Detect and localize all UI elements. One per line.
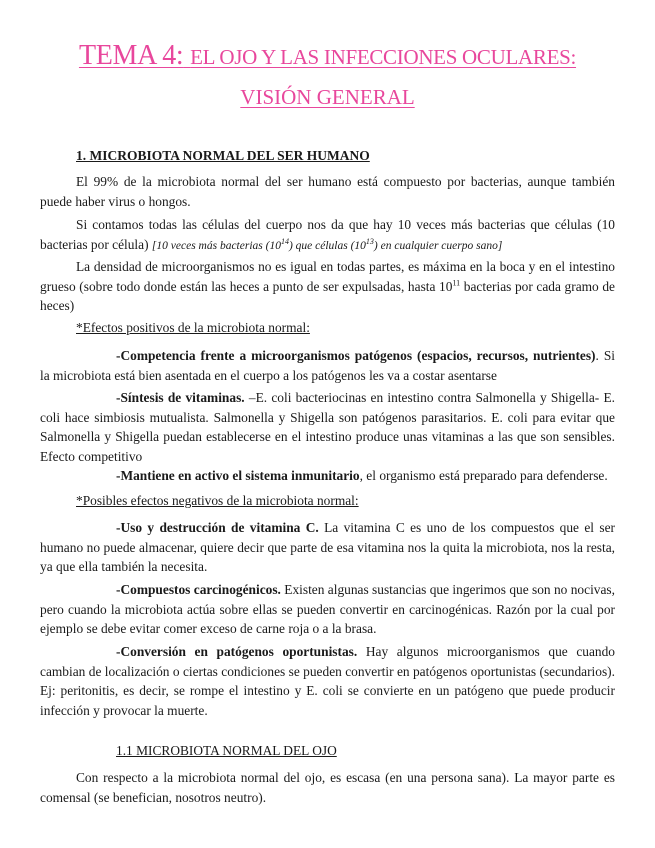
positive-effect-immune: -Mantiene en activo el sistema inmunitario, el organismo está preparado para defenderse. — [116, 468, 608, 483]
section-heading-microbiota: 1. MICROBIOTA NORMAL DEL SER HUMANO — [76, 148, 370, 163]
title-topic-name: EL OJO Y LAS INFECCIONES OCULARES: — [190, 45, 577, 69]
title-topic-number: TEMA 4: — [78, 40, 184, 71]
positive-effect-vitamins: -Síntesis de vitaminas. –E. coli bacteriocinas en intestino contra Salmonella y Shigella- E. coli hace simbiosis mutualista. Salmonella y Shigella son patógenos parasitarios. E. coli para evitar que Salmonella y Shigella puedan establecerse en el intestino produce unas vitaminas a las que son sensibles. Efecto competitivo — [40, 390, 615, 464]
document-title-line1 — [0, 40, 655, 72]
negative-effect-vitamin-c: -Uso y destrucción de vitamina C. La vitamina C es uno de los compuestos que el ser humano no puede almacenar, quiere decir que parte de esa vitamina nos la quita la microbiota, nos la resta, ya que ella también la necesita. — [40, 520, 615, 574]
section-heading-eye-microbiota: 1.1 MICROBIOTA NORMAL DEL OJO — [116, 743, 337, 758]
positive-effect-competition: -Competencia frente a microorganismos patógenos (espacios, recursos, nutrientes). Si la microbiota está bien asentada en el cuerpo a los patógenos les va a costar asentarse — [40, 348, 615, 383]
positive-effects-heading: *Efectos positivos de la microbiota normal: — [76, 320, 310, 335]
cell-count-note: [10 veces más bacterias $(10^{14})$ que células $(10^{13})$ en cualquier cuerpo sano] — [151, 236, 503, 252]
negative-effect-opportunistic: -Conversión en patógenos oportunistas. Hay algunos microorganismos que cuando cambian de localización o ciertas condiciones se pueden convertir en patógenos oportunistas (secundarios). Ej: peritonitis, es decir, se rompe el intestino y E. coli se convierte en un patógeno que puede producir infección y provocar la muerte. — [40, 644, 615, 718]
cell-count-text: Si contamos todas las células del cuerpo nos da que hay 10 veces más bacterias que células (10 bacterias por célula) — [40, 217, 615, 252]
paragraph-eye-microbiota: Con respecto a la microbiota normal del ojo, es escasa (en una persona sana). La mayor parte es comensal (se benefician, nosotros neutro). — [40, 770, 615, 805]
paragraph-cell-count — [40, 215, 615, 256]
paragraph-density: La densidad de microorganismos no es igual en todas partes, es máxima en la boca y en el intestino grueso (sobre todo donde están las heces a punto de ser expulsadas, hasta $10^{11}$ bacterias por cada gramo de heces) — [40, 259, 616, 313]
document-title-line2: VISIÓN GENERAL — [240, 85, 415, 109]
negative-effect-carcinogenic: -Compuestos carcinogénicos. Existen algunas sustancias que ingerimos que son no nocivas, pero cuando la microbiota actúa sobre ellas se pueden convertir en carcinogénicas. Razón por la cual por ejemplo se debe evitar comer exceso de carne roja o a la brasa. — [40, 582, 615, 636]
paragraph-composition: El 99% de la microbiota normal del ser humano está compuesto por bacterias, aunque también puede haber virus o hongos. — [40, 174, 615, 209]
negative-effects-heading: *Posibles efectos negativos de la microbiota normal: — [76, 493, 359, 508]
